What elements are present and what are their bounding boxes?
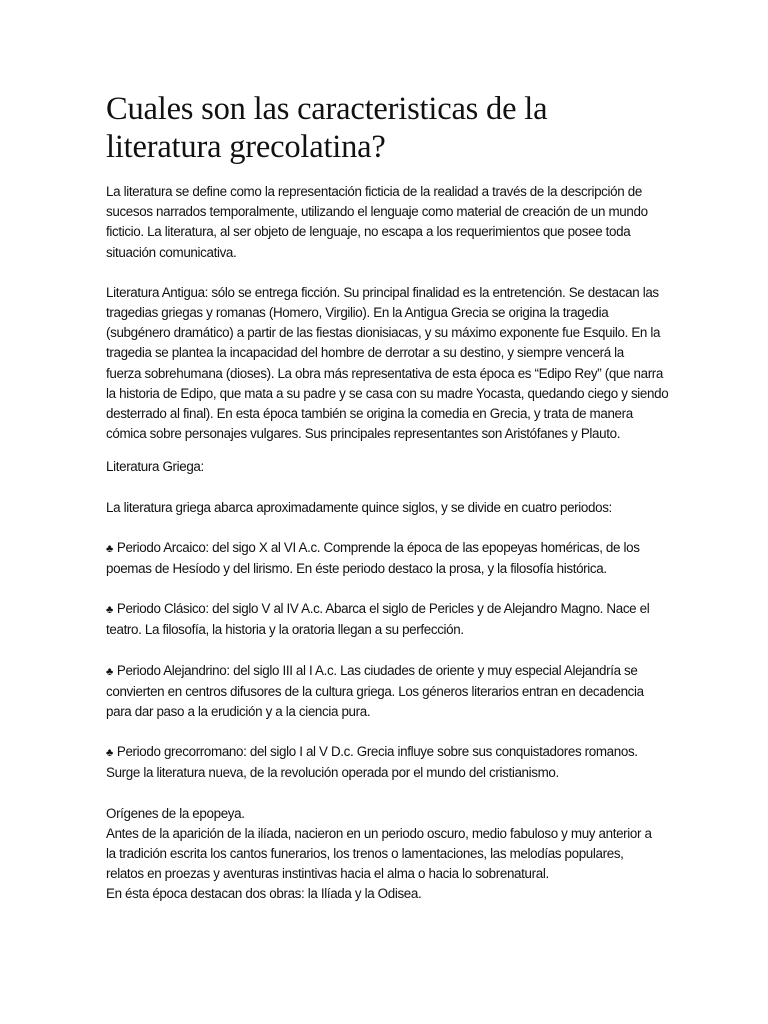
text-line: cómica sobre personajes vulgares. Sus principales representantes son Aristófanes y Plauto. — [106, 426, 621, 442]
literatura-antigua-paragraph — [106, 283, 669, 445]
text-line: ♣ Periodo Alejandrino: del siglo III al I A.c. Las ciudades de oriente y muy especial Alejandría se — [106, 662, 638, 678]
text-line: En ésta época destacan dos obras: la Ilíada y la Odisea. — [106, 886, 422, 902]
text-line: Orígenes de la epopeya. — [106, 805, 245, 821]
club-bullet-icon: ♣ — [106, 665, 113, 678]
text-line: poemas de Hesíodo y del lirismo. En éste periodo destaco la prosa, y la filosofía histórica. — [106, 561, 607, 577]
text-line: ficticio. La literatura, al ser objeto de lenguaje, no escapa a los requerimientos que posee toda — [106, 224, 631, 240]
text-line: ♣ Periodo Arcaico: del sigo X al VI A.c. Comprende la época de las epopeyas homéricas, de los — [106, 539, 640, 555]
title-line: Cuales son las caracteristicas de la — [106, 91, 548, 127]
period-item — [106, 538, 666, 579]
text-line: ♣ Periodo Clásico: del siglo V al IV A.c. Abarca el siglo de Pericles y de Alejandro Magno. Nace el — [106, 601, 650, 617]
text-line: ♣ Periodo grecorromano: del siglo I al V D.c. Grecia influye sobre sus conquistadores romanos. — [106, 744, 638, 760]
club-bullet-icon: ♣ — [106, 542, 113, 555]
period-item — [106, 661, 666, 723]
text-line: situación comunicativa. — [106, 244, 237, 260]
text-line: relatos en proezas y aventuras instintivas hacia el alma o hacia lo sobrenatural. — [106, 866, 549, 882]
text-line: la tradición escrita los cantos funerarios, los trenos o lamentaciones, las melodías populares, — [106, 846, 624, 862]
period-item — [106, 599, 666, 640]
text-line: Antes de la aparición de la ilíada, nacieron en un periodo oscuro, medio fabuloso y muy anterior a — [106, 825, 652, 841]
text-line: Literatura Antigua: sólo se entrega ficción. Su principal finalidad es la entretención. Se destacan las — [106, 284, 659, 300]
title-line: literatura grecolatina? — [106, 129, 386, 165]
text-line: para dar paso a la erudición y a la ciencia pura. — [106, 704, 371, 720]
text-line: tragedia se plantea la incapacidad del hombre de derrotar a su destino, y siempre vencerá la — [106, 345, 624, 361]
definition-paragraph — [106, 182, 666, 263]
period-item — [106, 742, 666, 783]
text-line: fuerza sobrehumana (dioses). La obra más representativa de esta época es “Edipo Rey” (que narra — [106, 365, 664, 381]
text-line: sucesos narrados temporalmente, utilizando el lenguaje como material de creación de un mundo — [106, 204, 648, 220]
intro-paragraph: La literatura griega abarca aproximadamente quince siglos, y se divide en cuatro periodos: — [106, 499, 612, 515]
text-line: desterrado al final). En esta época también se origina la comedia en Grecia, y trata de manera — [106, 406, 633, 422]
text-line: teatro. La filosofía, la historia y la oratoria llegan a su perfección. — [106, 622, 464, 638]
text-line: tragedias griegas y romanas (Homero, Virgilio). En la Antigua Grecia se origina la tragedia — [106, 305, 609, 321]
document-body — [106, 182, 669, 905]
club-bullet-icon: ♣ — [106, 604, 113, 617]
section-heading: Literatura Griega: — [106, 459, 204, 475]
document-page — [106, 90, 669, 905]
text-line: convierten en centros difusores de la cultura griega. Los géneros literarios entran en decadencia — [106, 683, 644, 699]
text-line: Surge la literatura nueva, de la revolución operada por el mundo del cristianismo. — [106, 765, 559, 781]
text-line: (subgénero dramático) a partir de las fiestas dionisiacas, y su máximo exponente fue Esquilo. En la — [106, 325, 661, 341]
text-line: La literatura se define como la representación ficticia de la realidad a través de la descripción de — [106, 184, 642, 199]
text-line: la historia de Edipo, que mata a su padre y se casa con su madre Yocasta, quedando ciego y siendo — [106, 385, 669, 401]
club-bullet-icon: ♣ — [106, 747, 113, 760]
origenes-paragraph — [106, 804, 666, 905]
document-title — [106, 90, 666, 166]
